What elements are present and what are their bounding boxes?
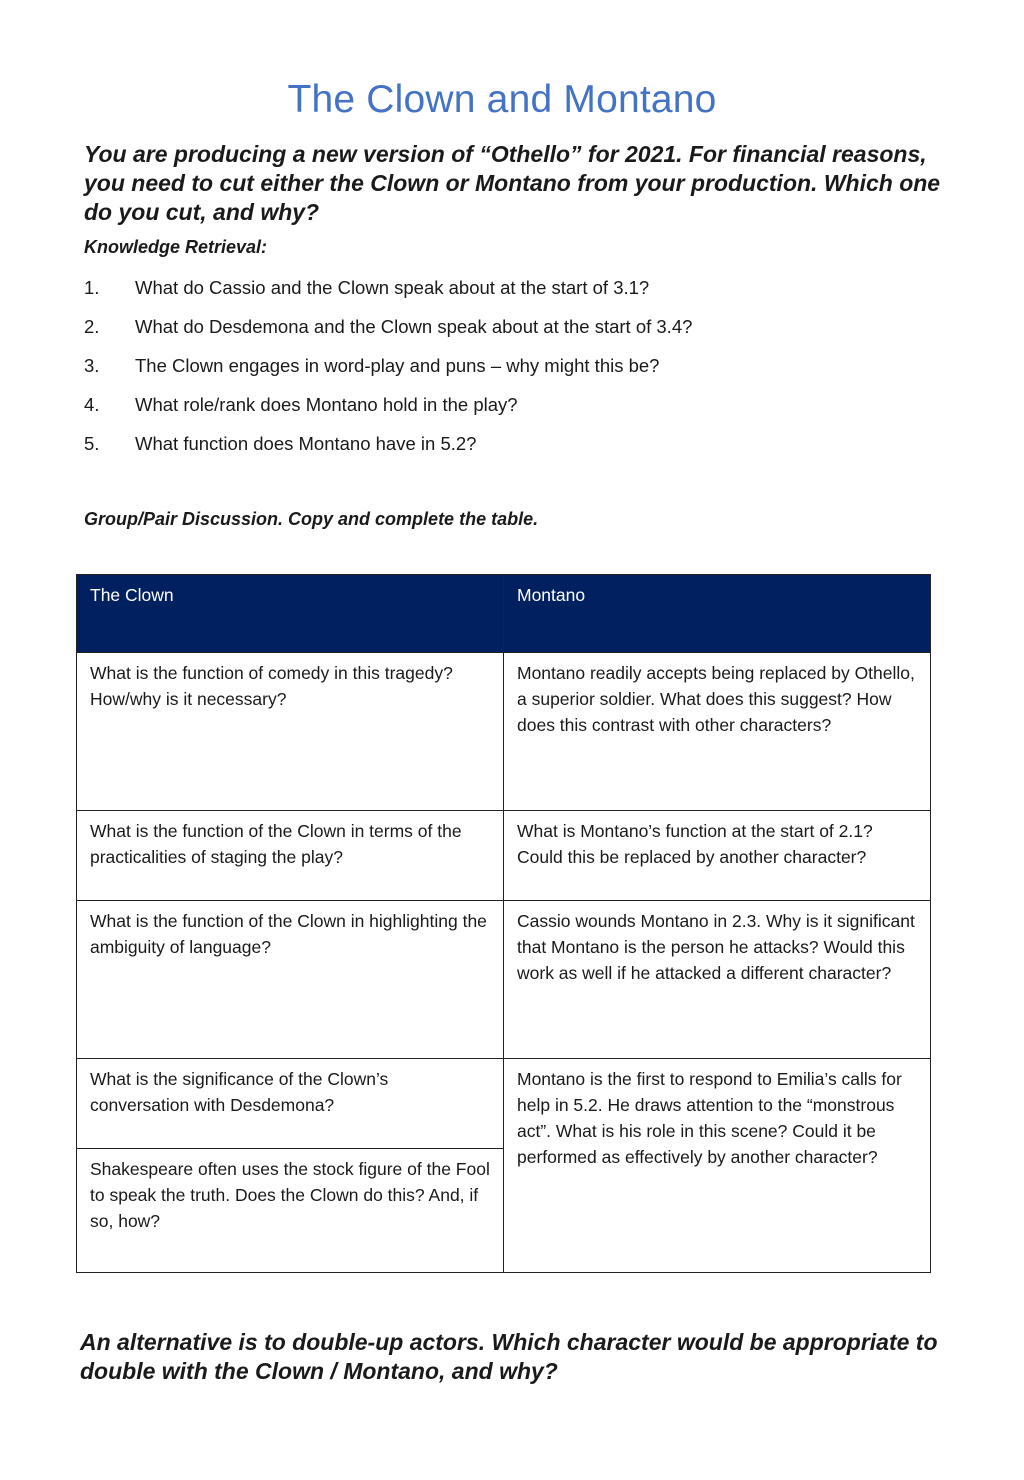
clown-cell: What is the function of comedy in this tragedy? How/why is it necessary?	[77, 653, 504, 811]
question-text: What function does Montano have in 5.2?	[135, 433, 477, 454]
column-header-clown: The Clown	[77, 575, 504, 653]
list-item	[84, 315, 692, 354]
table-row	[77, 1059, 931, 1149]
list-item	[84, 432, 692, 471]
table-row	[77, 653, 931, 811]
question-text: What do Desdemona and the Clown speak about at the start of 3.4?	[135, 316, 693, 337]
closing-question: An alternative is to double-up actors. Which character would be appropriate to double with the Clown / Montano, and why?	[80, 1329, 938, 1384]
list-item	[84, 354, 692, 393]
question-text: What role/rank does Montano hold in the play?	[135, 394, 518, 415]
montano-cell: Montano is the first to respond to Emilia’s calls for help in 5.2. He draws attention to the “monstrous act”. What is his role in this scene? Could it be performed as effectively by another character?	[504, 1059, 931, 1273]
question-text: The Clown engages in word-play and puns – why might this be?	[135, 355, 660, 376]
clown-cell: What is the significance of the Clown’s conversation with Desdemona?	[77, 1059, 504, 1149]
knowledge-retrieval-heading: Knowledge Retrieval:	[84, 237, 268, 257]
montano-cell: Cassio wounds Montano in 2.3. Why is it significant that Montano is the person he attacks? Would this work as well if he attacked a different character?	[504, 901, 931, 1059]
montano-cell: What is Montano’s function at the start of 2.1? Could this be replaced by another character?	[504, 811, 931, 901]
table-row	[77, 901, 931, 1059]
montano-cell: Montano readily accepts being replaced by Othello, a superior soldier. What does this suggest? How does this contrast with other characters?	[504, 653, 931, 811]
comparison-table	[76, 574, 931, 1273]
question-number: 1.	[84, 277, 100, 298]
knowledge-retrieval-list	[84, 276, 692, 471]
clown-cell: What is the function of the Clown in terms of the practicalities of staging the play?	[77, 811, 504, 901]
question-number: 2.	[84, 316, 100, 337]
table-row	[77, 811, 931, 901]
intro-question: You are producing a new version of “Othello” for 2021. For financial reasons, you need to cut either the Clown or Montano from your production. Which one do you cut, and why?	[84, 141, 941, 225]
discussion-heading: Group/Pair Discussion. Copy and complete the table.	[84, 509, 539, 529]
clown-cell: What is the function of the Clown in highlighting the ambiguity of language?	[77, 901, 504, 1059]
column-header-montano: Montano	[504, 575, 931, 653]
question-number: 3.	[84, 355, 100, 376]
question-number: 5.	[84, 433, 100, 454]
table-header-row	[77, 575, 931, 653]
question-text: What do Cassio and the Clown speak about at the start of 3.1?	[135, 277, 650, 298]
clown-cell: Shakespeare often uses the stock figure of the Fool to speak the truth. Does the Clown do this? And, if so, how?	[77, 1149, 504, 1273]
page-title: The Clown and Montano	[287, 78, 717, 121]
question-number: 4.	[84, 394, 100, 415]
list-item	[84, 393, 692, 432]
list-item	[84, 276, 692, 315]
